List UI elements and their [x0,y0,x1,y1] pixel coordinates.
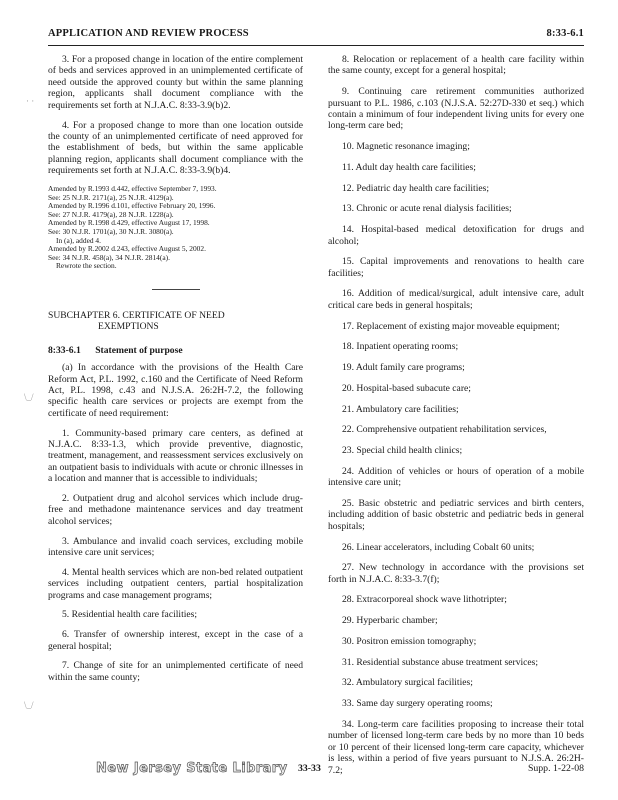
subchapter-title-line2: EXEMPTIONS [98,321,159,333]
section-heading [48,345,303,356]
margin-mark: \_/ [24,700,34,710]
exemption-item: 8. Relocation or replacement of a health care facility within the same county, except for a general hospital; [328,54,584,77]
exemption-item: 32. Ambulatory surgical facilities; [342,677,473,689]
exemption-item: 22. Comprehensive outpatient rehabilitation services, [342,424,547,436]
exemption-item: 1. Community-based primary care centers, as defined at N.J.A.C. 8:33-1.3, which provide preventive, diagnostic, treatment, management, and reassessment services exclusively on an outpatient basis to individuals with acute or chronic illnesses in a location and manner that is accessible to individuals; [48,427,303,485]
exemption-item: 4. Mental health services which are non-bed related outpatient services including outpatient centers, partial hospitalization programs and case management programs; [48,566,303,601]
exemption-item: 17. Replacement of existing major moveable equipment; [342,320,560,332]
exemption-item: 2. Outpatient drug and alcohol services which include drug-free and methadone maintenance services and day treatment alcohol services; [48,493,303,527]
exemption-item: 34. Long-term care facilities proposing to increase their total number of licensed long-term care beds by no more than 10 beds or 10 percent of their licensed long-term care capacity, whichever is less, within a period of five years pursuant to N.J.S.A. 26:2H-7.2; [328,718,584,776]
header-rule [48,45,584,46]
amendment-line: See: 34 N.J.R. 458(a), 34 N.J.R. 2814(a). [48,252,170,262]
exemption-item: 27. New technology in accordance with the provisions set forth in N.J.A.C. 8:33-3.7(f); [328,562,584,585]
exemption-item: 5. Residential health care facilities; [62,609,198,621]
margin-mark: \_/ [24,392,34,402]
amendment-line: See: 25 N.J.R. 2171(a), 25 N.J.R. 4129(a). [48,192,174,202]
left-column [48,54,303,692]
amendment-history [48,185,303,271]
section-divider [152,289,200,290]
page-number: 33-33 [298,763,321,774]
exemption-item: 9. Continuing care retirement communities authorized pursuant to P.L. 1986, c.103 (N.J.S.A. 52:27D-330 et seq.) which contain a minimum of four independent living units for every one long-term care bed; [328,86,584,132]
exemption-item: 12. Pediatric day health care facilities; [342,182,490,194]
exemption-item: 7. Change of site for an unimplemented certificate of need within the same county; [48,660,303,683]
exemption-item: 15. Capital improvements and renovations to health care facilities; [328,256,584,279]
exemption-item: 16. Addition of medical/surgical, adult intensive care, adult critical care beds in general hospitals; [328,288,584,311]
amendment-line: Amended by R.1998 d.429, effective August 17, 1998. [48,218,210,228]
exemption-item: 30. Positron emission tomography; [342,635,477,647]
exemption-item: 33. Same day surgery operating rooms; [342,698,493,710]
page-footer [48,763,584,785]
amendment-line: Rewrote the section. [56,261,117,271]
exemption-item: 23. Special child health clinics; [342,445,463,457]
supplement-date: Supp. 1-22-08 [527,763,584,774]
header-title: APPLICATION AND REVIEW PROCESS [48,28,249,39]
exemption-item: 28. Extracorporeal shock wave lithotripter; [342,594,507,606]
section-number: 8:33-6.1 [48,344,81,356]
library-watermark: New Jersey State Library [96,761,288,776]
exemption-item: 3. Ambulance and invalid coach services, excluding mobile intensive care unit services; [48,535,303,559]
subchapter-title-line1: SUBCHAPTER 6. CERTIFICATE OF NEED [48,310,225,321]
right-column [328,54,584,785]
exemption-item: 6. Transfer of ownership interest, except in the case of a general hospital; [48,629,303,652]
exemption-item: 18. Inpatient operating rooms; [342,341,459,353]
amendment-line: See: 27 N.J.R. 4179(a), 28 N.J.R. 1228(a). [48,209,174,219]
amendment-line: See: 30 N.J.R. 1701(a), 30 N.J.R. 3080(a). [48,227,174,237]
exemption-item: 10. Magnetic resonance imaging; [342,141,470,153]
exemption-item: 14. Hospital-based medical detoxification for drugs and alcohol; [328,224,584,247]
amendment-line: Amended by R.1993 d.442, effective September 7, 1993. [48,184,217,194]
exemption-item: 26. Linear accelerators, including Cobalt 60 units; [342,541,535,553]
margin-mark: · · [26,96,35,106]
header-section-number: 8:33-6.1 [546,28,584,39]
exemption-item: 19. Adult family care programs; [342,362,465,374]
exemption-item: 20. Hospital-based subacute care; [342,382,471,394]
exemption-item: 11. Adult day health care facilities; [342,161,476,173]
exemption-item: 25. Basic obstetric and pediatric services and birth centers, including addition of basic obstetric and pediatric beds in general hospitals; [328,498,584,532]
paragraph: 3. For a proposed change in location of the entire complement of beds and services approved in an unimplemented certificate of need outside the approved county but within the same planning region, applicants shall document compliance with the requirements set forth at N.J.A.C. 8:33-3.9(b)2. [48,54,303,111]
paragraph: 4. For a proposed change to more than one location outside the county of an unimplemented certificate of need approved for the establishment of beds, but within the same applicable planning region, applicants shall document compliance with the requirements set forth at N.J.A.C. 8:33-3.9(b)4. [48,119,303,177]
exemption-item: 24. Addition of vehicles or hours of operation of a mobile intensive care unit; [328,465,584,489]
section-title: Statement of purpose [95,344,183,356]
subchapter-heading [48,310,303,333]
exemption-item: 21. Ambulatory care facilities; [342,403,459,415]
amendment-line: In (a), added 4. [56,235,101,245]
amendment-line: Amended by R.2002 d.243, effective August 5, 2002. [48,244,206,254]
section-intro: (a) In accordance with the provisions of the Health Care Reform Act, P.L. 1992, c.160 and the Certificate of Need Reform Act, P.L. 1998, c.43 and N.J.S.A. 26:2H-7.2, the following specific health care services or projects are exempt from the certificate of need requirement: [48,362,303,419]
exemption-item: 29. Hyperbaric chamber; [342,615,438,627]
exemption-item: 31. Residential substance abuse treatment services; [342,656,539,668]
exemption-item: 13. Chronic or acute renal dialysis facilities; [342,203,512,215]
amendment-line: Amended by R.1996 d.101, effective February 20, 1996. [48,201,216,211]
running-header [48,28,584,44]
